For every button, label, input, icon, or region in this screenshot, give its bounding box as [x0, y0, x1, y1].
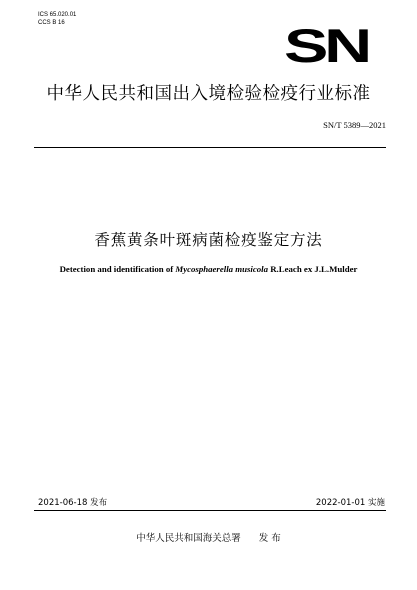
- issuer-line: [0, 530, 417, 544]
- english-title-species: Mycosphaerella musicola: [175, 264, 268, 274]
- standard-code: SN/T 5389—2021: [323, 120, 386, 130]
- standard-type-title: 中华人民共和国出入境检验检疫行业标准: [46, 84, 371, 104]
- issuer-action: 发 布: [258, 533, 281, 544]
- effective-date: 2022-01-01 实施: [315, 498, 385, 508]
- logo-text: SN: [284, 27, 368, 63]
- sn-logo: [284, 27, 368, 63]
- classification-codes: [38, 11, 76, 27]
- issuer-name: 中华人民共和国海关总署: [136, 533, 241, 544]
- chinese-title: 香蕉黄条叶斑病菌检疫鉴定方法: [94, 231, 323, 249]
- ics-code: ICS 65.020.01: [38, 12, 77, 18]
- ccs-code: CCS B 16: [38, 20, 65, 26]
- issue-date: 2021-06-18 发布: [38, 498, 108, 508]
- english-title-suffix: R.Leach ex J.L.Mulder: [268, 264, 358, 274]
- bottom-divider: [34, 510, 386, 511]
- english-title-prefix: Detection and identification of: [59, 264, 176, 274]
- top-divider: [34, 147, 386, 148]
- english-title: [0, 264, 417, 274]
